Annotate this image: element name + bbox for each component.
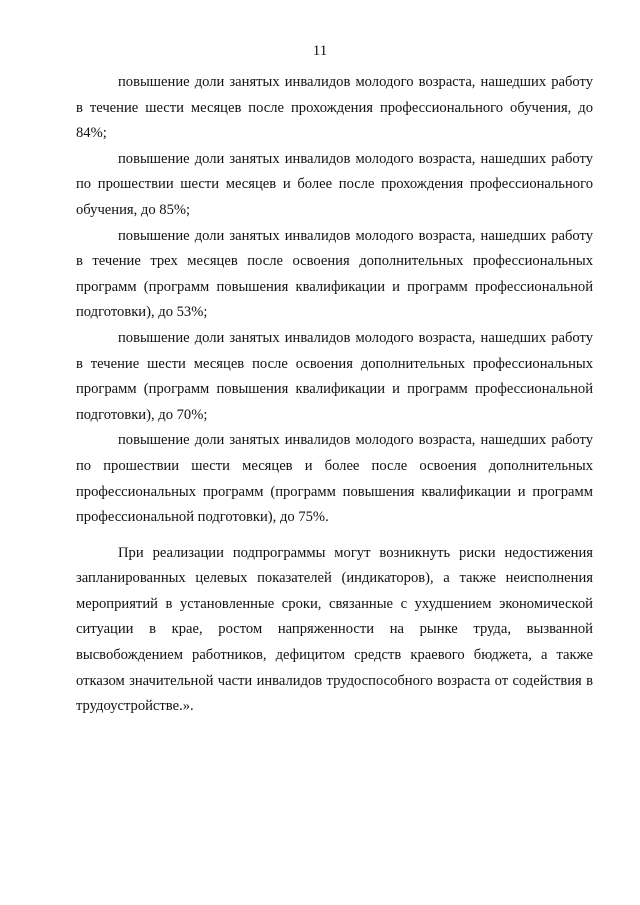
indicator-paragraph-3: повышение доли занятых инвалидов молодого возраста, нашедших работу в течение трех месяцев после освоения дополнительных профессиональных программ (программ повышения квалификации и программ профессиональной подготовки), до 53%; (76, 227, 593, 321)
document-body (76, 70, 593, 720)
indicator-paragraph-4: повышение доли занятых инвалидов молодого возраста, нашедших работу в течение шести месяцев после освоения дополнительных профессиональных программ (программ повышения квалификации и программ профессиональной подготовки), до 70%; (76, 329, 593, 423)
indicator-paragraph-1: повышение доли занятых инвалидов молодого возраста, нашедших работу в течение шести месяцев после прохождения профессионального обучения, до 84%; (76, 74, 593, 142)
page-number: 11 (312, 43, 328, 59)
risks-paragraph: При реализации подпрограммы могут возникнуть риски недостижения запланированных целевых показателей (индикаторов), а также неисполнения мероприятий в установленные сроки, связанные с ухудшением экономической ситуации в крае, ростом напряженности на рынке труда, вызванной высвобождением работников, дефицитом средств краевого бюджета, а также отказом значительной части инвалидов трудоспособного возраста от содействия в трудоустройстве.». (76, 544, 593, 715)
indicator-paragraph-2: повышение доли занятых инвалидов молодого возраста, нашедших работу по прошествии шести месяцев и более после прохождения профессионального обучения, до 85%; (76, 150, 593, 218)
indicator-paragraph-5: повышение доли занятых инвалидов молодого возраста, нашедших работу по прошествии шести месяцев и более после освоения дополнительных профессиональных программ (программ повышения квалификации и программ профессиональной подготовки), до 75%. (76, 432, 593, 526)
